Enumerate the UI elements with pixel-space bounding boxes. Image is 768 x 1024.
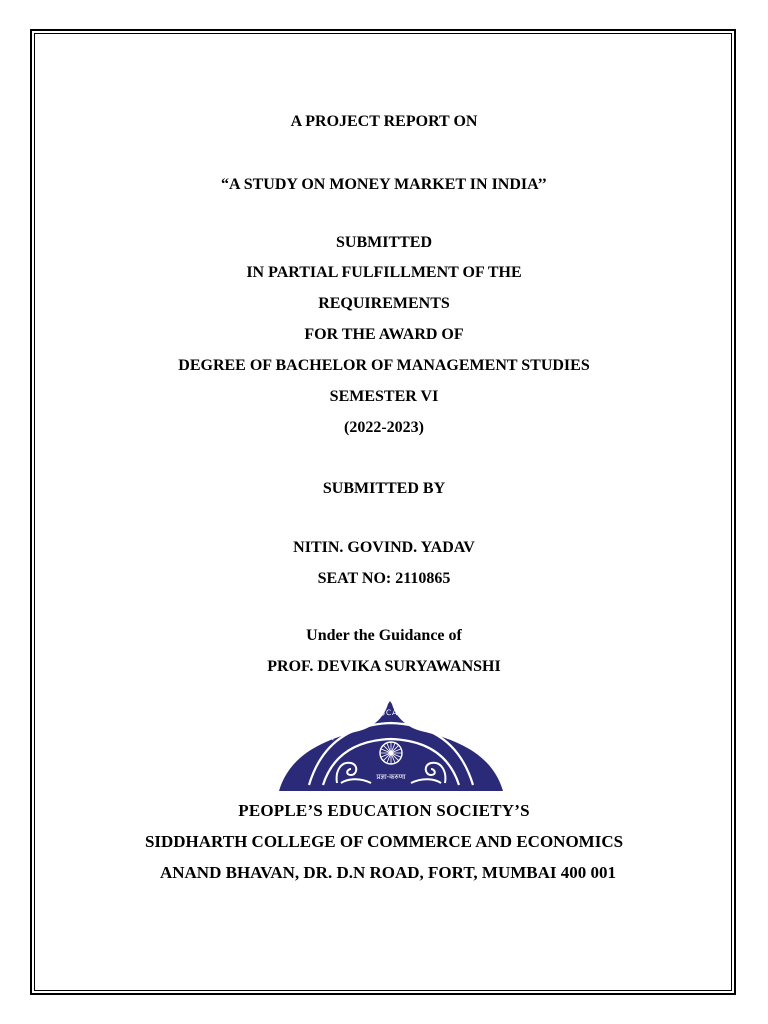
degree-line: DEGREE OF BACHELOR OF MANAGEMENT STUDIES (178, 357, 590, 374)
report-topic: “A STUDY ON MONEY MARKET IN INDIA’’ (221, 176, 547, 193)
seat-number: SEAT NO: 2110865 (317, 570, 451, 587)
student-name: NITIN. GOVIND. YADAV (293, 539, 475, 556)
submission-line-1: SUBMITTED (335, 234, 433, 251)
svg-text:प्रज्ञा-करुणा: प्रज्ञा-करुणा (376, 773, 406, 781)
society-logo (275, 701, 507, 796)
submission-line-2: IN PARTIAL FULFILLMENT OF THE (246, 264, 522, 281)
college-address: ANAND BHAVAN, DR. D.N ROAD, FORT, MUMBAI 400 001 (159, 863, 617, 882)
guidance-label: Under the Guidance of (306, 627, 462, 644)
society-name: PEOPLE’S EDUCATION SOCIETY’S (238, 801, 530, 820)
college-name: SIDDHARTH COLLEGE OF COMMERCE AND ECONOMICS (144, 832, 624, 851)
semester-line: SEMESTER VI (329, 388, 439, 405)
submitted-by-label: SUBMITTED BY (322, 480, 446, 497)
guide-name: PROF. DEVIKA SURYAWANSHI (267, 658, 501, 675)
submission-line-4: FOR THE AWARD OF (304, 326, 464, 343)
academic-year: (2022-2023) (344, 419, 424, 436)
report-title-line: A PROJECT REPORT ON (290, 113, 478, 130)
svg-text:PEOPLE'S EDUCATION SOCIETY: PEOPLE'S EDUCATION SOCIETY (327, 707, 455, 743)
submission-line-3: REQUIREMENTS (318, 295, 450, 312)
